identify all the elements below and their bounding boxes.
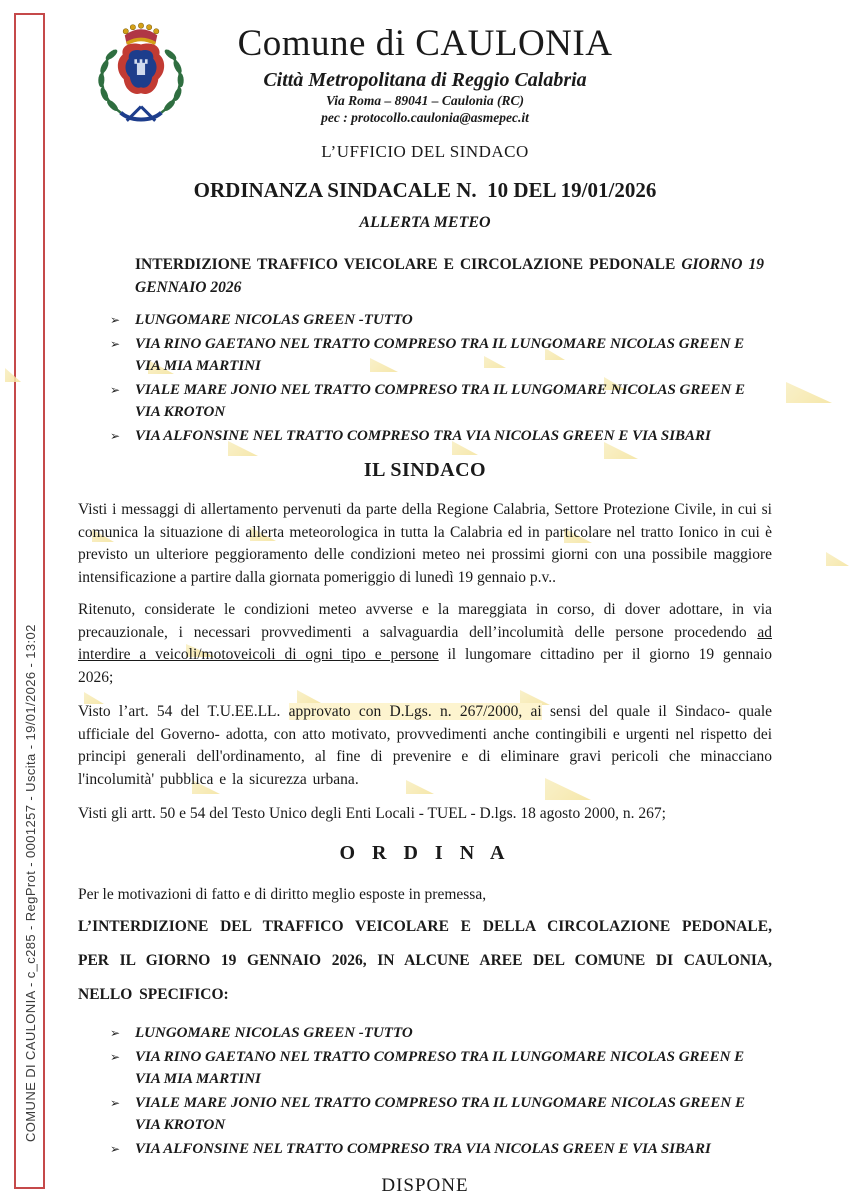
- municipality-pec: pec : protocollo.caulonia@asmepec.it: [321, 110, 529, 125]
- street-name: VIA ALFONSINE NEL TRATTO COMPRESO TRA VIA NICOLAS GREEN E VIA SIBARI: [135, 1140, 711, 1157]
- list-item: [78, 379, 772, 424]
- street-list-dispositive: [78, 1022, 772, 1160]
- street-name: VIALE MARE JONIO NEL TRATTO COMPRESO TRA IL LUNGOMARE NICOLAS GREEN E VIA KROTON: [135, 381, 745, 420]
- interdiction-heading-date: GIORNO 19 GENNAIO 2026: [135, 256, 764, 296]
- list-item: [78, 309, 772, 332]
- arrow-bullet-icon: ➢: [110, 382, 121, 397]
- paragraph-ritenuto: [78, 599, 772, 689]
- paragraph-ritenuto-end: il lungomare cittadino per il giorno 19 gennaio 2026;: [78, 646, 773, 686]
- arrow-bullet-icon: ➢: [110, 1095, 121, 1110]
- paragraph-interdizione-dispositivo: L’INTERDIZIONE DEL TRAFFICO VEICOLARE E DELLA CIRCOLAZIONE PEDONALE, PER IL GIORNO 19 GENNAIO 2026, IN ALCUNE AREE DEL COMUNE DI CAULONIA, NELLO SPECIFICO:: [78, 918, 772, 1003]
- municipality-address: Via Roma – 89041 – Caulonia (RC): [325, 93, 525, 108]
- arrow-bullet-icon: ➢: [110, 1049, 121, 1064]
- paragraph-ritenuto-text: Ritenuto, considerate le condizioni meteo avverse e la mareggiata in corso, di dover adottare, in via precauzionale, i necessari provvedimenti a salvaguardia dell’incolumità delle persone procedendo: [78, 601, 772, 641]
- list-item: [78, 333, 772, 378]
- list-item: [78, 1046, 772, 1091]
- document-body: [78, 0, 772, 1198]
- arrow-bullet-icon: ➢: [110, 1141, 121, 1156]
- list-item: [78, 1138, 772, 1161]
- paragraph-motivazioni: Per le motivazioni di fatto e di diritto meglio esposte in premessa,: [78, 885, 487, 903]
- highlight-artifact: [786, 382, 832, 403]
- paragraph-ritenuto-underlined: ad interdire a veicoli/motoveicoli di ogni tipo e persone: [78, 623, 772, 663]
- section-ordina: O R D I N A: [339, 841, 511, 864]
- arrow-bullet-icon: ➢: [110, 336, 121, 351]
- section-il-sindaco: IL SINDACO: [363, 459, 487, 481]
- paragraph-visto-highlighted: approvato con D.Lgs. n. 267/2000, ai: [288, 703, 542, 720]
- highlight-artifact: [826, 552, 849, 566]
- interdiction-heading-plain: INTERDIZIONE TRAFFICO VEICOLARE E CIRCOLAZIONE PEDONALE: [135, 256, 682, 273]
- list-item: [78, 425, 772, 448]
- street-name: VIA ALFONSINE NEL TRATTO COMPRESO TRA VIA NICOLAS GREEN E VIA SIBARI: [135, 427, 711, 444]
- list-item: [78, 1022, 772, 1045]
- interdiction-heading: [78, 253, 772, 299]
- street-name: VIA RINO GAETANO NEL TRATTO COMPRESO TRA IL LUNGOMARE NICOLAS GREEN E VIA MIA MARTINI: [135, 335, 745, 374]
- street-name: VIA RINO GAETANO NEL TRATTO COMPRESO TRA IL LUNGOMARE NICOLAS GREEN E VIA MIA MARTINI: [135, 1048, 745, 1087]
- street-list-premise: [78, 309, 772, 447]
- list-item: [78, 1092, 772, 1137]
- ordinance-subject: ALLERTA METEO: [359, 214, 491, 231]
- paragraph-visti-artt: Visti gli artt. 50 e 54 del Testo Unico degli Enti Locali - TUEL - D.lgs. 18 agosto 2000, n. 267;: [78, 805, 666, 822]
- paragraph-visti-messaggi: Visti i messaggi di allertamento pervenuti da parte della Regione Calabria, Settore Protezione Civile, in cui si comunica la situazione di allerta meteorologica in tutta la Calabria ed in particolare nel tratto Ionico in cui è previsto un ulteriore peggioramento delle condizioni meteo nei prossimi giorni con una possibile maggiore intensificazione a partire dalla giornata pomeriggio di lunedì 19 gennaio p.v..: [78, 501, 772, 586]
- ordinance-title: ORDINANZA SINDACALE N. 10 DEL 19/01/2026: [193, 178, 657, 202]
- street-name: LUNGOMARE NICOLAS GREEN -TUTTO: [135, 312, 413, 328]
- street-name: LUNGOMARE NICOLAS GREEN -TUTTO: [135, 1025, 413, 1041]
- municipality-subtitle: Città Metropolitana di Reggio Calabria: [263, 69, 587, 91]
- paragraph-visto-end: sensi del quale il Sindaco- quale ufficiale del Governo- adotta, con atto motivato, provvedimenti anche contingibili e urgenti nel rispetto dei principi generali dell'ordinamento, al fine di prevenire e di eliminare gravi pericoli che minacciano l'incolumità' pubblica e la sicurezza urbana.: [78, 703, 773, 788]
- office-label: L’UFFICIO DEL SINDACO: [321, 142, 529, 161]
- section-dispone: DISPONE: [381, 1175, 469, 1196]
- arrow-bullet-icon: ➢: [110, 428, 121, 443]
- municipality-title: Comune di CAULONIA: [237, 23, 613, 64]
- protocol-stamp-text: COMUNE DI CAULONIA - c_c285 - RegProt - 0001257 - Uscita - 19/01/2026 - 13:02: [23, 624, 38, 1142]
- paragraph-visto-text: Visto l’art. 54 del T.U.EE.LL.: [78, 703, 289, 720]
- arrow-bullet-icon: ➢: [110, 313, 121, 327]
- paragraph-visto-art54: [78, 701, 772, 791]
- arrow-bullet-icon: ➢: [110, 1026, 121, 1040]
- street-name: VIALE MARE JONIO NEL TRATTO COMPRESO TRA IL LUNGOMARE NICOLAS GREEN E VIA KROTON: [135, 1094, 745, 1133]
